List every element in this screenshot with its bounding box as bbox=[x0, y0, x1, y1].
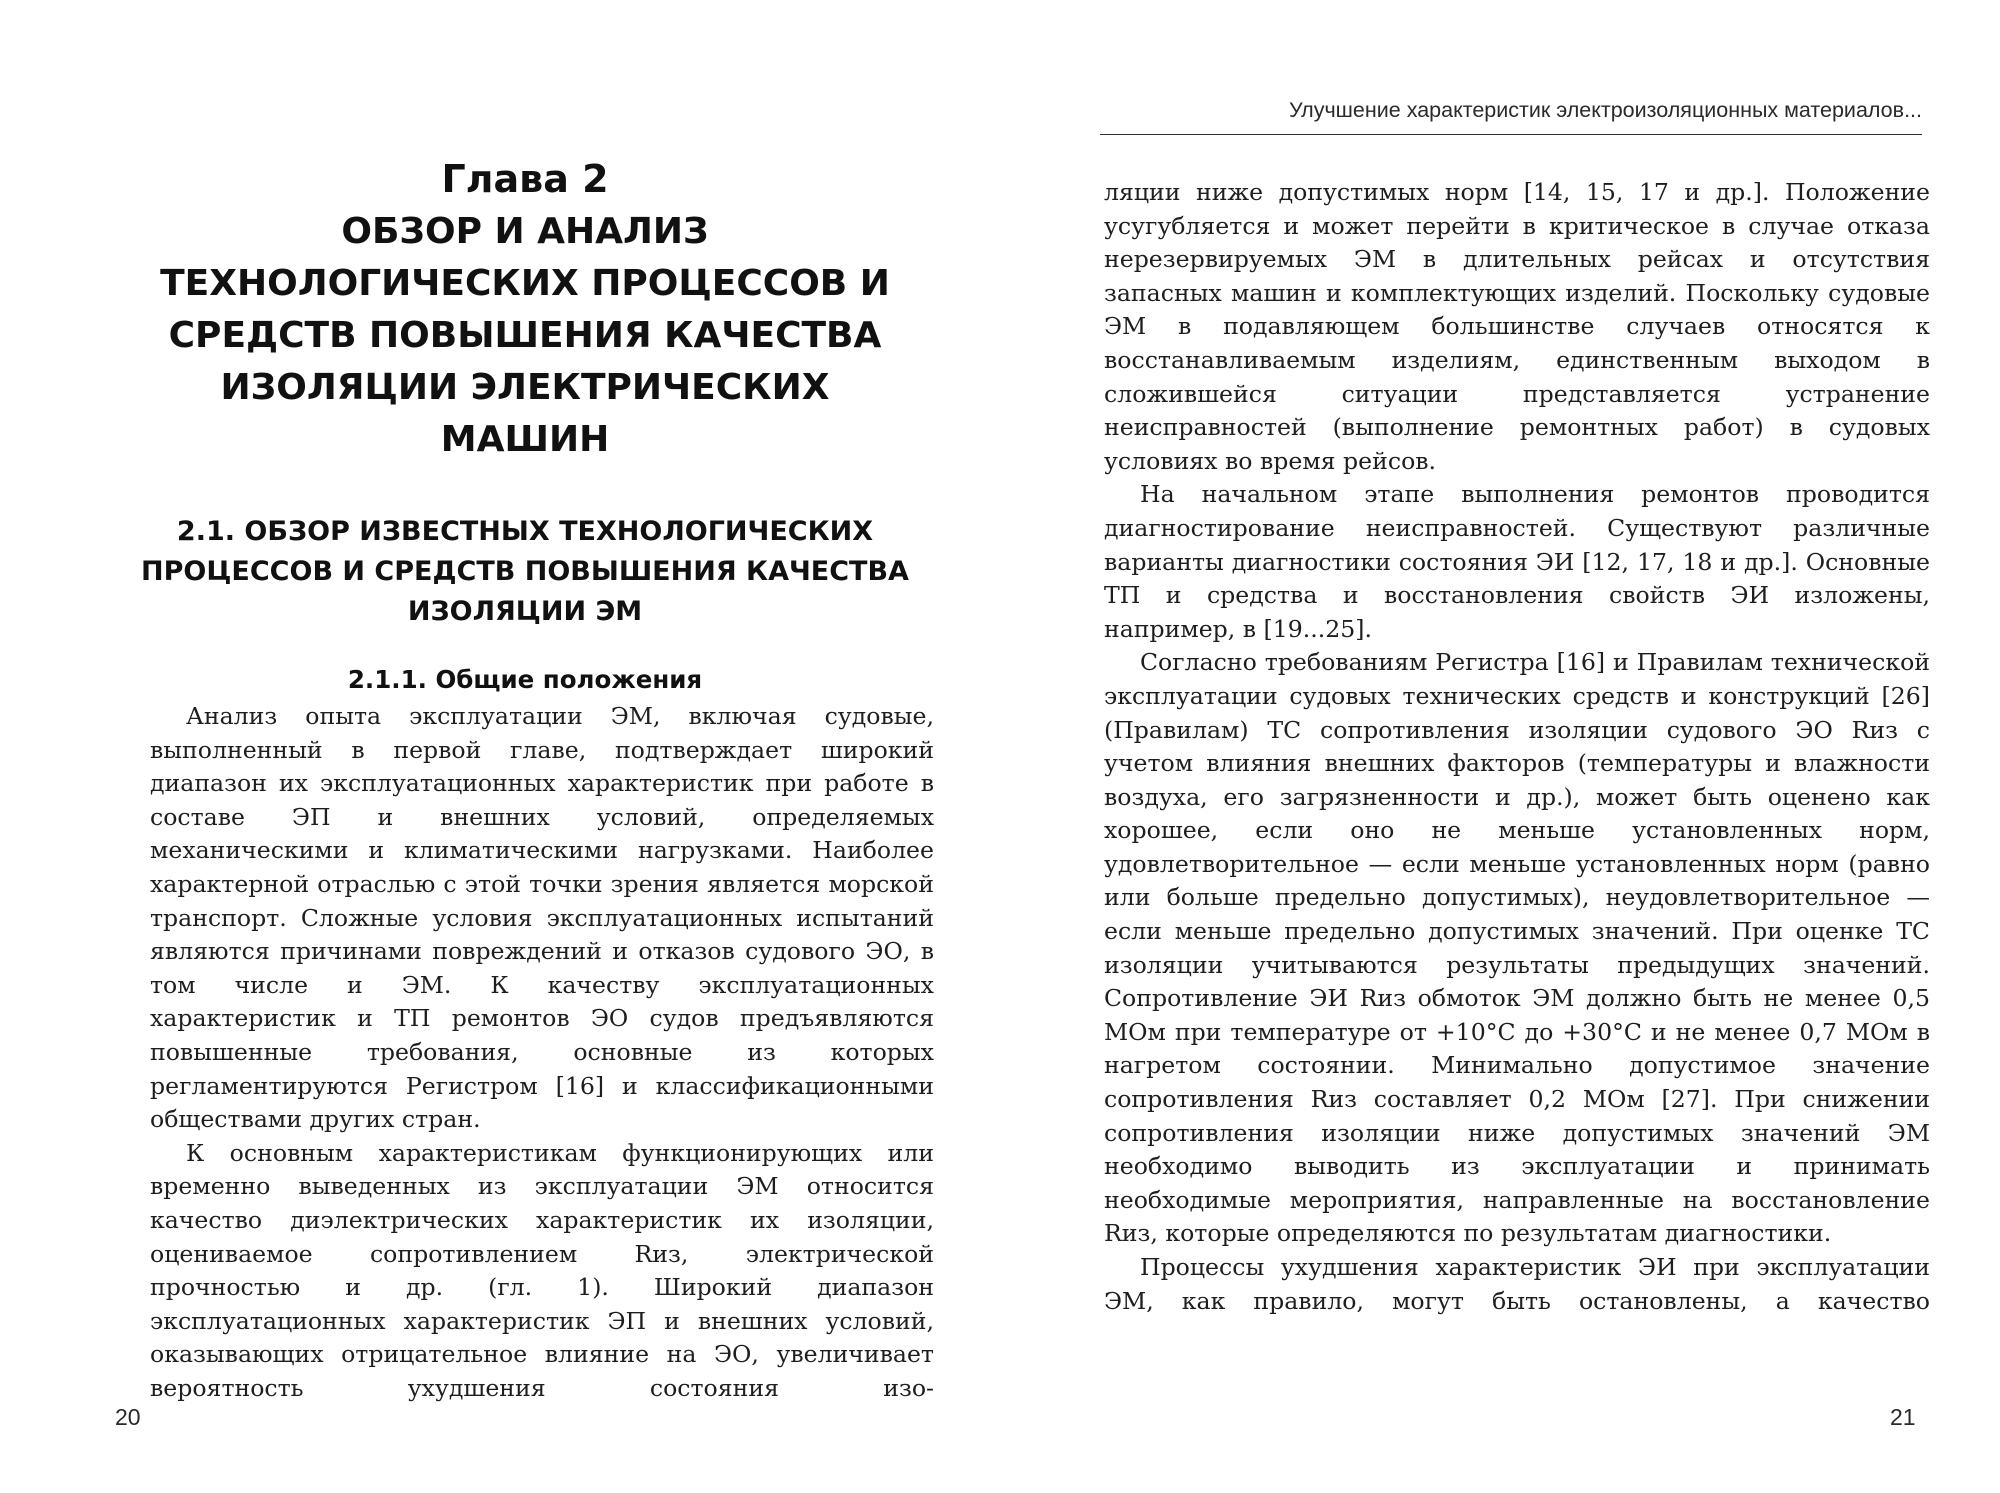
right-body-text bbox=[1104, 176, 1930, 1318]
subsection-title: 2.1.1. Общие положения bbox=[347, 665, 703, 694]
page-number-right: 21 bbox=[1890, 1404, 1916, 1430]
section-title: 2.1. ОБЗОР ИЗВЕСТНЫХ ТЕХНОЛОГИЧЕСКИХ ПРОЦЕССОВ И СРЕДСТВ ПОВЫШЕНИЯ КАЧЕСТВА ИЗОЛЯЦИИ ЭМ bbox=[141, 516, 909, 627]
paragraph: К основным характеристикам функционирующих или временно выведенных из эксплуатации ЭМ относится качество диэлектрических характеристик их изоляции, оцениваемое сопротивлением Rиз, электрической прочностью и др. (гл. 1). Широкий диапазон эксплуатационных характеристик ЭП и внешних условий, оказывающих отрицательное влияние на ЭО, увеличивает вероятность ухудшения состояния изо- bbox=[150, 1138, 934, 1402]
header-rule bbox=[1100, 134, 1922, 135]
paragraph: ляции ниже допустимых норм [14, 15, 17 и др.]. Положение усугубляется и может перейти в критическое в случае отказа нерезервируемых ЭМ в длительных рейсах и отсутствия запасных машин и комплектующих изделий. Поскольку судовые ЭМ в подавляющем большинстве случаев относятся к восстанавливаемым изделиям, единственным выходом в сложившейся ситуации представляется устранение неисправностей (выполнение ремонтных работ) в судовых условиях во время рейсов. bbox=[1104, 178, 1930, 475]
running-header: Улучшение характеристик электроизоляционных материалов... bbox=[1288, 98, 1922, 122]
chapter-number: Глава 2 bbox=[441, 157, 609, 201]
chapter-title: ОБЗОР И АНАЛИЗ ТЕХНОЛОГИЧЕСКИХ ПРОЦЕССОВ И СРЕДСТВ ПОВЫШЕНИЯ КАЧЕСТВА ИЗОЛЯЦИИ ЭЛЕКТРИЧЕСКИХ МАШИН bbox=[160, 211, 890, 460]
paragraph: Анализ опыта эксплуатации ЭМ, включая судовые, выполненный в первой главе, подтверждает широкий диапазон их эксплуатационных характеристик при работе в составе ЭП и внешних условий, определяемых механическими и климатическими нагрузками. Наиболее характерной отраслью с этой точки зрения является морской транспорт. Сложные условия эксплуатационных испытаний являются причинами повреждений и отказов судового ЭО, в том числе и ЭМ. К качеству эксплуатационных характеристик и ТП ремонтов ЭО судов предъявляются повышенные требования, основные из которых регламентируются Регистром [16] и классификационными обществами других стран. bbox=[150, 702, 934, 1134]
paragraph: На начальном этапе выполнения ремонтов проводится диагностирование неисправностей. Существуют различные варианты диагностики состояния ЭИ [12, 17, 18 и др.]. Основные ТП и средства и восстановления свойств ЭИ изложены, например, в [19...25]. bbox=[1104, 480, 1930, 643]
paragraph: Процессы ухудшения характеристик ЭИ при эксплуатации ЭМ, как правило, могут быть остановлены, а качество bbox=[1104, 1253, 1930, 1315]
chapter-heading bbox=[140, 156, 910, 466]
right-page bbox=[1000, 0, 2000, 1493]
left-body-text bbox=[150, 700, 934, 1405]
paragraph: Согласно требованиям Регистра [16] и Правилам технической эксплуатации судовых технических средств и конструкций [26] (Правилам) ТС сопротивления изоляции судового ЭО Rиз с учетом влияния внешних факторов (температуры и влажности воздуха, его загрязненности и др.), может быть оценено как хорошее, если оно не меньше установленных норм, удовлетворительное — если меньше установленных норм (равно или больше предельно допустимых), неудовлетворительное — если меньше предельно допустимых значений. При оценке ТС изоляции учитываются результаты предыдущих значений. Сопротивление ЭИ Rиз обмоток ЭМ должно быть не менее 0,5 МОм при температуре от +10°С до +30°С и не менее 0,7 МОм в нагретом состоянии. Минимально допустимое значение сопротивления Rиз составляет 0,2 МОм [27]. При снижении сопротивления изоляции ниже допустимых значений ЭМ необходимо выводить из эксплуатации и принимать необходимые мероприятия, направленные на восстановление Rиз, которые определяются по результатам диагностики. bbox=[1104, 648, 1930, 1248]
page-number-left: 20 bbox=[115, 1404, 141, 1430]
